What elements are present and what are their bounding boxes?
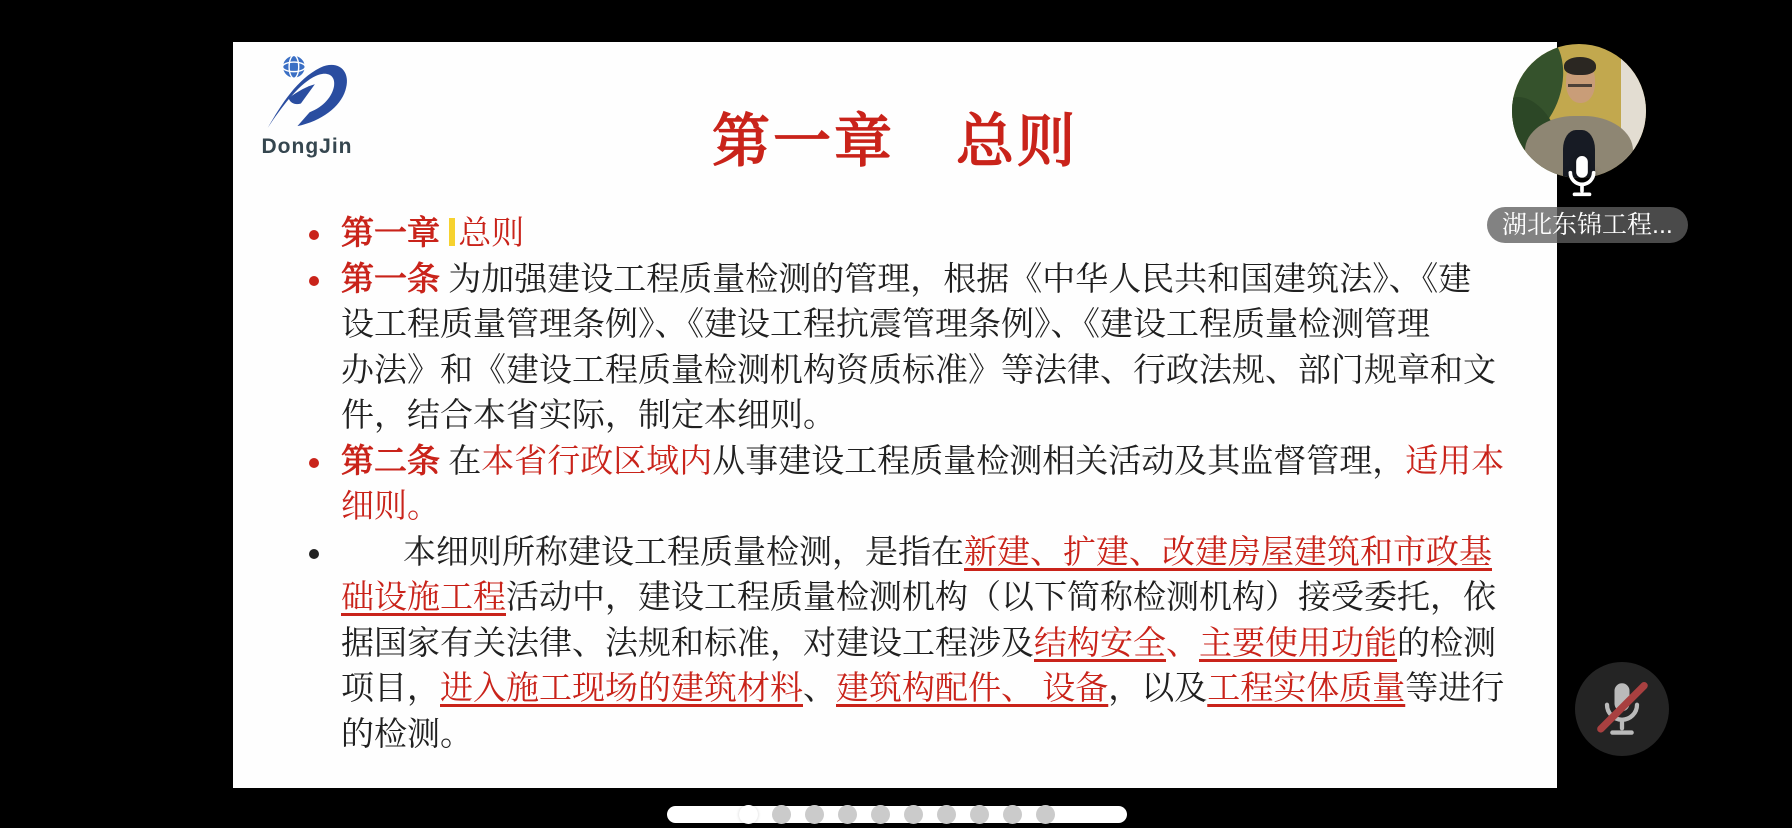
text-cursor-mark: [449, 218, 455, 246]
text-segment: 建筑构配件、 设备: [836, 671, 1109, 707]
presenter-glasses: [1568, 80, 1592, 87]
text-line: [341, 667, 1543, 713]
text-segment: 为加强建设工程质量检测的管理，根据《中华人民共和国建筑法》、《建: [448, 261, 1472, 298]
mute-button[interactable]: [1575, 662, 1669, 756]
pager-dot[interactable]: [838, 805, 857, 824]
presenter-hair: [1564, 57, 1596, 74]
text-segment: 本细则所称建设工程质量检测，是指在: [403, 534, 964, 571]
presentation-slide: [233, 42, 1557, 788]
slide-pager-bar[interactable]: [667, 806, 1127, 823]
pager-dot[interactable]: [871, 805, 890, 824]
slide-title: 第一章 总则: [711, 109, 1078, 174]
bullet-dot: [303, 531, 341, 759]
text-segment: 在: [448, 443, 482, 480]
text-line: [341, 622, 1543, 668]
text-segment: 第二条: [341, 443, 449, 480]
text-segment: 项目，: [341, 671, 440, 707]
text-line: [341, 576, 1543, 622]
text-segment: 细则。: [341, 489, 440, 525]
bullet-dot: [303, 212, 341, 258]
text-segment: 结构安全: [1034, 625, 1166, 662]
text-segment: 新建、扩建、改建房屋建筑和市政基: [964, 534, 1492, 571]
text-segment: 据国家有关法律、法规和标准，对建设工程涉及: [341, 625, 1034, 662]
text-segment: 等进行: [1405, 671, 1505, 707]
text-segment: 工程实体质量: [1207, 671, 1406, 707]
muted-microphone-icon: [1594, 679, 1650, 739]
dongjin-logo-text: DongJin: [261, 135, 353, 158]
list-item: [303, 258, 1543, 440]
text-line: [341, 440, 1543, 486]
text-segment: 从事建设工程质量检测相关活动及其监督管理，: [712, 443, 1406, 480]
pager-dot[interactable]: [937, 805, 956, 824]
text-segment: 的检测。: [341, 716, 473, 753]
text-line: [341, 531, 1543, 577]
pager-dot[interactable]: [805, 805, 824, 824]
pager-dot[interactable]: [1036, 805, 1055, 824]
pager-dot[interactable]: [1003, 805, 1022, 824]
text-segment: 设工程质量管理条例》、《建设工程抗震管理条例》、《建设工程质量检测管理: [341, 307, 1430, 343]
list-item: [303, 440, 1543, 531]
bullet-text: [341, 531, 1543, 759]
text-segment: 第一条: [341, 261, 449, 298]
bullet-text: [341, 440, 1543, 531]
text-segment: 活动中，建设工程质量检测机构（以下简称检测机构）接受委托，依: [506, 580, 1496, 616]
pager-dot[interactable]: [904, 805, 923, 824]
text-segment: 的检测: [1397, 625, 1496, 662]
text-segment: 办法》和《建设工程质量检测机构资质标准》等法律、行政法规、部门规章和文: [341, 352, 1496, 389]
pager-dot[interactable]: [739, 805, 758, 824]
text-segment: 本省行政区域内: [481, 443, 713, 480]
text-line: [341, 485, 1543, 531]
text-line: [341, 713, 1543, 759]
text-segment: 第一章: [341, 216, 449, 252]
text-segment: 础设施工程: [341, 580, 506, 616]
text-line: [341, 258, 1543, 304]
bullet-dot: [303, 440, 341, 531]
text-line: [341, 212, 1543, 258]
text-line: [341, 303, 1543, 349]
text-line: [341, 349, 1543, 395]
text-segment: 、: [1166, 625, 1199, 662]
text-line: [341, 394, 1543, 440]
pager-dot[interactable]: [772, 805, 791, 824]
text-segment: ，以及: [1108, 671, 1208, 707]
text-segment: 适用本: [1405, 443, 1505, 480]
text-segment: 件，结合本省实际，制定本细则。: [341, 398, 836, 434]
participant-name-badge: 湖北东锦工程...: [1487, 207, 1688, 243]
bullet-dot: [303, 258, 341, 440]
bullet-text: [341, 212, 1543, 258]
bullet-text: [341, 258, 1543, 440]
text-segment: 、: [803, 671, 836, 707]
text-segment: 总则: [458, 216, 525, 252]
list-item: [303, 212, 1543, 258]
text-segment: 主要使用功能: [1199, 625, 1397, 662]
list-item: [303, 531, 1543, 759]
pager-dot[interactable]: [970, 805, 989, 824]
slide-bullet-list: [303, 212, 1543, 758]
text-segment: 进入施工现场的建筑材料: [440, 671, 803, 707]
microphone-icon: [1562, 152, 1602, 200]
